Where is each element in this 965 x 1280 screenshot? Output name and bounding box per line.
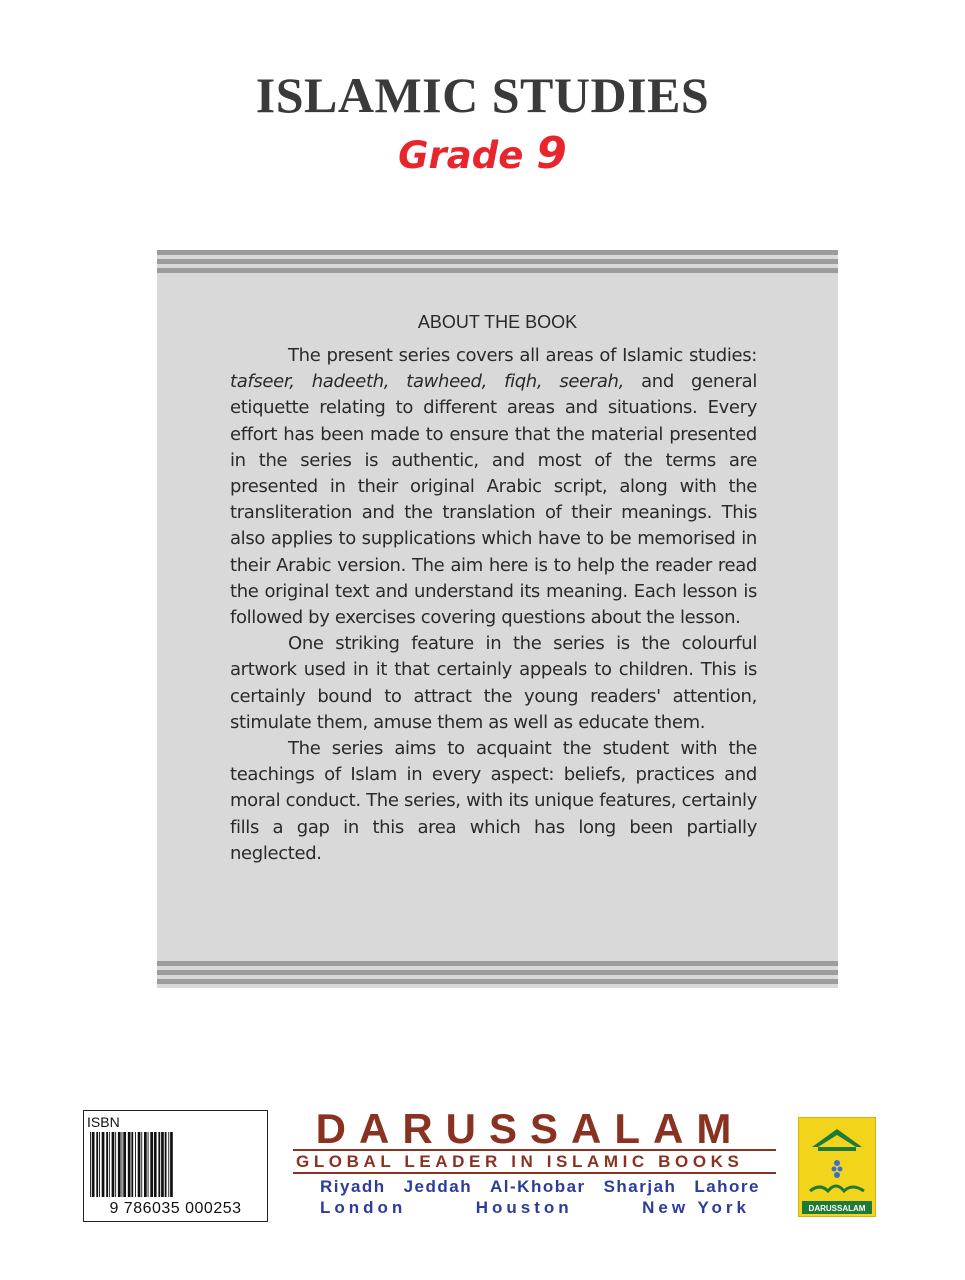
about-body bbox=[230, 343, 757, 867]
city-lahore: Lahore bbox=[694, 1177, 760, 1196]
grade-number: 9 bbox=[536, 128, 567, 179]
publisher-tagline: GLOBAL LEADER IN ISLAMIC BOOKS bbox=[293, 1149, 776, 1174]
city-jeddah: Jeddah bbox=[403, 1177, 473, 1196]
isbn-digits: 9 786035 000253 bbox=[109, 1200, 242, 1217]
city-sharjah: Sharjah bbox=[603, 1177, 677, 1196]
about-paragraph-2: One striking feature in the series is the colourful artwork used in it that certainly appeals to children. This is certainly bound to attract the young readers' attention, stimulate them, amuse them as well as educate them. bbox=[230, 633, 757, 733]
city-london: London bbox=[320, 1198, 407, 1217]
grade-label bbox=[0, 128, 965, 179]
about-paragraph-3: The series aims to acquaint the student with the teachings of Islam in every aspect: beliefs, practices and moral conduct. The series, with its unique features, certainly fills a gap in this area which has long been partially neglected. bbox=[230, 738, 757, 864]
book-title: ISLAMIC STUDIES bbox=[255, 67, 710, 123]
cities-row-1 bbox=[320, 1177, 760, 1197]
city-al-khobar: Al-Khobar bbox=[490, 1177, 586, 1196]
publisher-name: DARUSSALAM bbox=[315, 1105, 745, 1152]
isbn-label: ISBN bbox=[87, 1114, 120, 1130]
cities-row-2 bbox=[320, 1198, 750, 1218]
logo-text: DARUSSALAM bbox=[808, 1204, 866, 1213]
about-heading: ABOUT THE BOOK bbox=[417, 312, 578, 332]
about-panel bbox=[157, 250, 838, 988]
bottom-stripes bbox=[157, 961, 838, 988]
grade-word: Grade bbox=[398, 134, 524, 177]
top-stripes bbox=[157, 250, 838, 277]
city-riyadh: Riyadh bbox=[320, 1177, 386, 1196]
about-paragraph-1: The present series covers all areas of Islamic studies: tafseer, hadeeth, tawheed, fiqh, seerah, and general etiquette relating to different areas and situations. Every effort has been made to ensure that the material presented in the series is authentic, and most of the terms are presented in their original Arabic script, along with the transliteration and the translation of their meanings. This also applies to supplications which have to be memorised in their Arabic version. The aim here is to help the reader read the original text and understand its meaning. Each lesson is followed by exercises covering questions about the lesson. bbox=[230, 345, 757, 629]
city-new-york: New York bbox=[642, 1198, 750, 1217]
city-houston: Houston bbox=[475, 1198, 573, 1217]
darussalam-logo bbox=[798, 1117, 876, 1217]
about-italic-terms: tafseer, hadeeth, tawheed, fiqh, seerah, bbox=[230, 371, 624, 393]
